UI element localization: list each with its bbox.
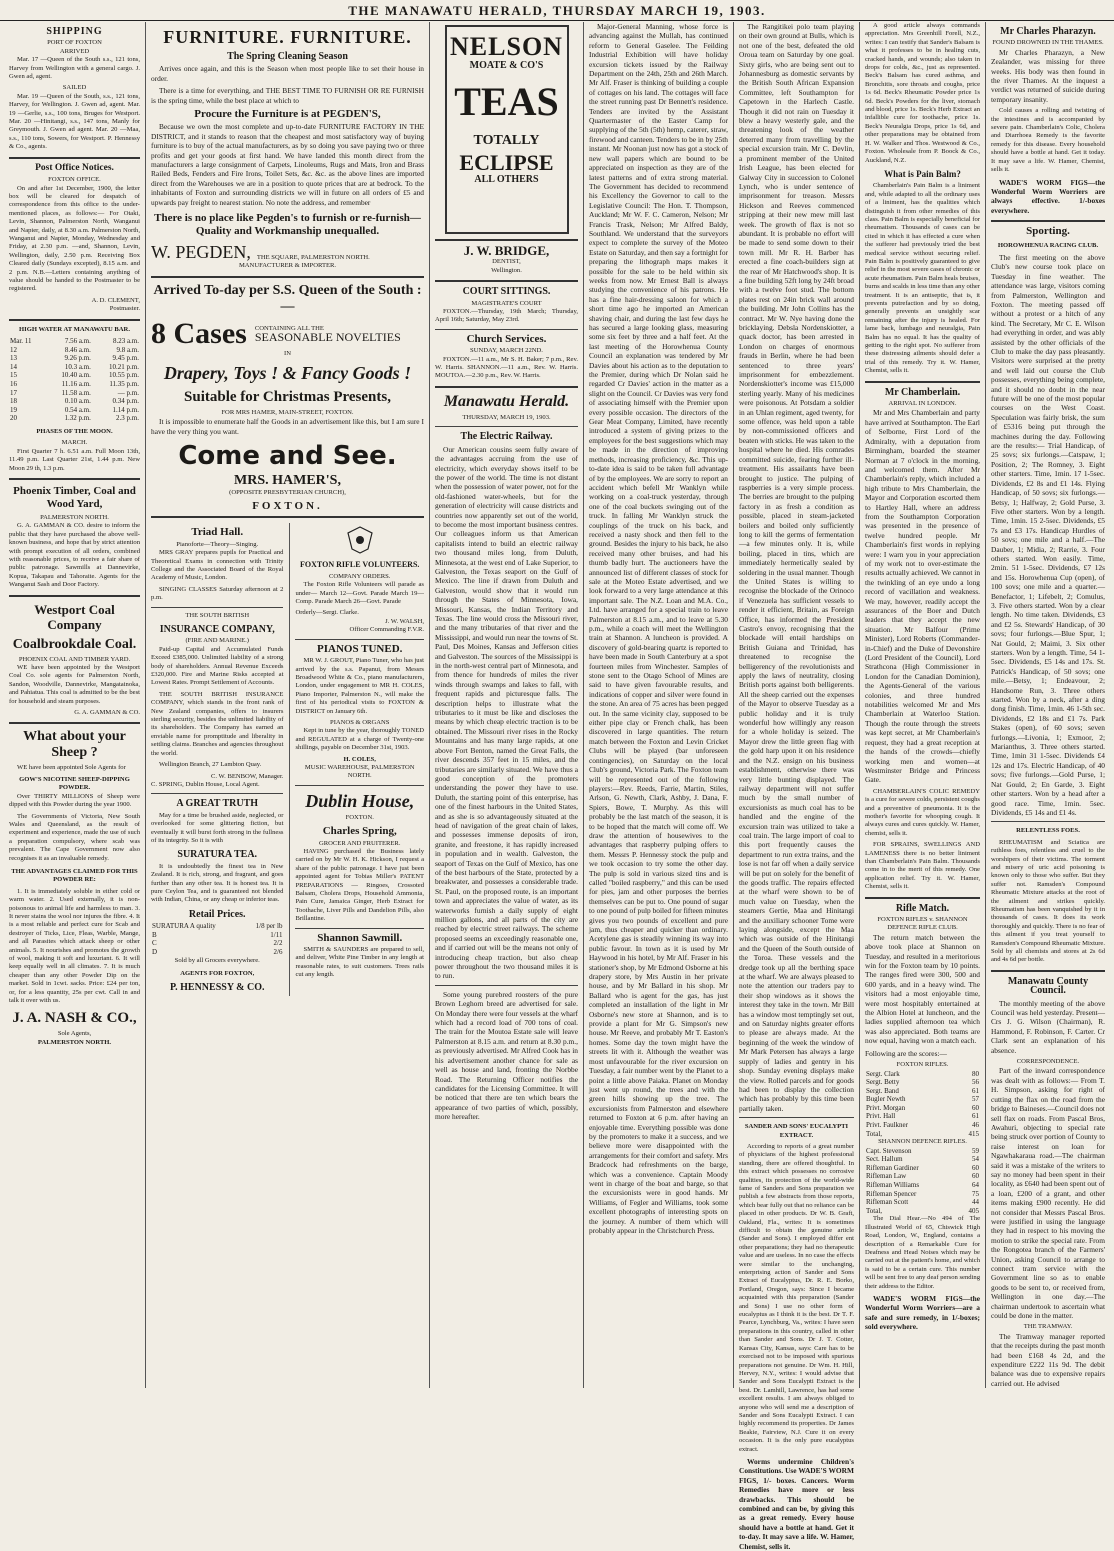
column-1 (4, 22, 146, 1388)
pianos-organs: PIANOS & ORGANS (330, 718, 390, 726)
insurance-text-2: THE SOUTH BRITISH INSURANCE COMPANY, which stands in the front rank of New Zealand companies, offers to insurers sterling security, besides the unlimited liability of its shareholders. The Company has earned an enviable name for promptitude and liberality in settling claims. Branches and agencies throughout the world. (151, 690, 284, 757)
relentless-heading: RELENTLESS FOES. (1016, 827, 1080, 835)
westport-heading: Westport Coal Company (34, 601, 115, 632)
nelson-line-2: MOATE & CO'S (469, 60, 544, 71)
divider (151, 516, 424, 518)
chamberlain-sub: ARRIVAL IN LONDON. (888, 400, 957, 408)
court-heading: COURT SITTINGS. (462, 286, 551, 298)
tide-row (9, 380, 140, 389)
pharazyn-heading: Mr Charles Pharazyn. (1000, 26, 1096, 37)
post-office-heading: Post Office Notices. (35, 162, 114, 173)
page-columns (4, 22, 1110, 1551)
court-text: FOXTON.—Thursday, 19th March; Thursday, April 16th; Saturday, May 23rd. (435, 308, 578, 324)
nelson-tea-advert (445, 25, 569, 234)
pain-balm-heading: What is Pain Balm? (884, 168, 961, 179)
cases-containing: CONTAINING ALL THE (254, 324, 324, 332)
nelson-line-4: TOTALLY (473, 133, 540, 149)
retail-row (151, 931, 283, 940)
spring-text: HAVING purchased the Business lately carried on by Mr W. H. K. Hickson, I request a share of the public patronage. I have just been appointed agent for Tobias Miller's PATENT PREPARATIONS — Ringoes, Crossoted Balsam, Cholera Drops, Household Ammonia, Pain Cure, Jamaica Ginger, Herb Extract for Toothache, Liver Pills and Dandelion Pills, also Brillantine. (295, 848, 424, 923)
col4-text: Major-General Manning, whose force is advancing against the Mullah, has continued reform to General Gaselee. The Feilding Industrial Exhibition will have holiday excursion tickets issued by the Railway Department on the 24th, 25th and 26th March. Mr Alf. Fraser is thinking of building a couple of cottages on his land. The cottages will face the street running past Dr Bennett's residence. Tenders are invited by the Assistant Quartermaster of the Easter Camp for supplying of the 5th (5th) hemp, caterer, straw, firewood and canteen. Tenders to be in by 25th instant. Mr Noonan just now has got a stock of new wall papers which are bound to be appreciated on inspection as they are of the latest patterns and of extra strong material. The Government has decided to recommend his Excellency the Governor to call to the Legislative Council: The Hon. T. Thompson, Auckland; Mr W. F. C. Cameron, Nelson; Mr Francis Trask, Nelson; Mr Alfred Baldy, Southland. We understand that the surveyors expect to complete the survey of the Moteo Estate on Saturday, and then say a fortnight for preparing the lithograph maps makes it possible for the sale to be held within six weeks from now. Mr Ernest Ball is always studying the convenience of his patrons. He has a fine hair-dressing saloon for which a short time ago he imported an American shaving chair, and during the last few days he has secured a large looking glass, measuring some six feet by three and a half feet. At the last meeting of the Horowhenua County Council an explanation was tendered by Mr Davies about his action as to the deputation to the Premier, during which Dr Nolan said he regarded Cr Davies' action in the matter as a slight on the Council. Cr Davies was very fond of associating himself with the Premier upon every possible occasion. The directors of the Gear Meat Company, Limited, have recently introduced a system of giving prizes to the employees for the best suggestions which may be made in the direction of improving methods, increasing proficiency, &c. This up-to-date idea is said to be taken full advantage of by the employees. We are sorry to report an accident which befell Mr Wanklyn while working on a coal-truck yesterday, through one of the coal buckets swinging out of the truck. In falling Mr Wanklyn struck the couplings of the truck on his back, and received a nasty shock and then fell to the ground. Besides the injury to his back, he also received many other bruises, and had his thumb badly hurt. The auctioneers have the announced list of different classes of stock for sale at the Moteo Estate advertised, and we look forward to a very large attendance at this important sale. The N.Z. Loan and M.A. Co., Ltd. have arranged for a special train to leave Palmerston at 8.15 a.m., and to leave at 5.30 p.m., while a coach will meet the Wellington train at Shannon. A luncheon is provided. A discovery of gold-bearing quartz is reported to have been made in South Canterbury at a spot fourteen miles from Winchester. Samples of stone sent to the Otago School of Mines are said to have given favourable results, and indications of copper and silver were found in the stone. An area of 75 acres has been pegged out. In the same vicinity clay, supposed to be either pipe clay or French chalk, has been discovered in large quantities. The return match between the Foxton and Levin Cricket Clubs will be played (bar unforeseen contingencies), on Saturday on the local Club's ground, Victoria Park. The Foxton team will be represented out of the following players:—Rev. Reeds, Farrie, Martin, Stiles, Arlson, G. Newth, Clark, Ashby, J. Dana, F. Spiers, Bowe, T. Murphy. As this will probably be the last match of the season, it is to be hoped that the match will come off. We draw the attention of housewives to the advantages that raspberry pulping offers to them. Messrs P. Hennessy stock the pulp and we took occasion to try some the other day. The pulp is sold in various sized tins and is called "boiled raspberry," and this can be used for pies, jam and other purposes the berries themselves can be put to. One pound of sugar to one pound of pulp boiled for fifteen minutes gives you two pounds of excellent and pure jam, thus cheaper and quicker than ordinary. Acetylene gas is steadily winning its way into public favour. In town as it is used by Mr Haywood in his hotel, by Mr Alf. Fraser in his stationer's shop, by Mr Edmond Osborne at his drapery store, by Mrs Austin in her private house, and by Mr Ballard in his shop. Mr Ballard who is agent for the gas, has just completed an installation of the light in Mr Osborne's new store at Shannon, and is to provide a plant for Mr G. Simpson's new house. Mr Reeve, and probably Mr T. Easton's homes. Some day the town might have the streets lit with it. Although the weather was most unfavourable for the river excursion on Tuesday, a fair number went by the Planet to a point a little above Paiaka. Planet on Monday just went up round, the trees and with the green hills showing up the tree. The excursionists from Palmerston and elsewhere returned to Foxton at 6 p.m. after having an enjoyable time. Everything possible was done by the promoters to make it a success, and we believe more were disappointed with the arrangements for their comfort and safety. Mrs Bradcock had refreshments on the barge, which was a convenience. Captain Moody went in charge of the boat and barge, so that the excursionists were in good hands. Mr Williams, of Fegler and Williams, took some excellent photographs of interesting spots on the journey. A number of them which will probably appear in the Christchurch Press. (589, 22, 728, 1235)
retail-row-cell: 1/8 per lb (255, 922, 283, 931)
foxton-score-row-cell: Bugler Newth (866, 1095, 906, 1104)
tide-row-cell: 14 (10, 362, 17, 371)
cases-heading: 8 Cases (151, 316, 247, 350)
divider (151, 276, 424, 278)
racing-heading: HOROWHENUA RACING CLUB. (997, 241, 1099, 249)
shipping-heading: SHIPPING (46, 26, 103, 37)
triad-sub: Pianoforte—Theory—Singing. (176, 540, 259, 548)
triad-heading: Triad Hall. (191, 526, 244, 539)
relentless-text: RHEUMATISM and Sciatica are ruthless foes, relentless and cruel to the worshipers of their victims. The torment and misery of uric acid poisoning is known only to those who suffer. But they suffer not. Ramsden's Compound Rheumatic Mixture attacks at the root of the ailment and strikes quickly. Rheumatism has been vanquished by it in thousands of cases. It does its work thoroughly and quickly. There is no fear of this ailment if you treat yourself to Ramsden's Compound Rheumatic Mixture. Sold by all chemists and stores at 2s 6d and 4s 6d per bottle. (991, 838, 1106, 964)
hamer-name: MRS. HAMER'S, (234, 473, 341, 489)
shannon-score-row-cell: 54 (972, 1155, 979, 1164)
sheep-text-1: WE have been appointed Sole Agents for (17, 764, 126, 772)
pegden-name: W. PEGDEN, (151, 242, 251, 263)
rifle-crest-icon (342, 525, 378, 555)
rifle-match-sub: FOXTON RIFLES v. SHANNON DEFENCE RIFLE CLUB. (877, 916, 968, 932)
column-4 (584, 22, 734, 1388)
foxton-score-row (865, 1112, 980, 1121)
post-office-sub: FOXTON OFFICE. (48, 176, 101, 184)
dublin-heading: Dublin House, (305, 790, 415, 811)
shannon-rifles-table (865, 1147, 980, 1207)
tide-row-cell: 11.58 a.m. (61, 388, 91, 397)
retail-row (151, 922, 283, 931)
foxton-rifles-table (865, 1070, 980, 1130)
tide-row-cell: 12 (10, 345, 17, 354)
spring-role: GROCER AND FRUITERER. (318, 839, 401, 847)
shannon-score-row-cell: Rifleman Law (866, 1172, 907, 1181)
furniture-bold: There is no place like Pegden's to furnish or re-furnish—Quality and Workmanship unequalled. (154, 212, 421, 238)
christmas-for: FOR MRS HAMER, MAIN-STREET, FOXTON. (221, 408, 354, 416)
column-3 (430, 22, 584, 1388)
truth-text: May for a time be brushed aside, neglected, or overlooked for some glittering fiction, but eventually it will burst forth strong in the fullness of its integrity. So it is with (151, 811, 284, 844)
moon-month: MARCH. (61, 439, 88, 447)
divider (9, 319, 140, 321)
foxton-score-row-cell: 80 (972, 1069, 979, 1078)
tide-row-cell: 20 (10, 414, 17, 423)
foxton-score-row-cell: 60 (972, 1103, 979, 1112)
shannon-score-row-cell: 59 (972, 1146, 979, 1155)
retail-sold: Sold by all Grocers everywhere. (174, 956, 260, 964)
spring-name: Charles Spring, (322, 825, 397, 838)
shipping-sailed-label: SAILED (62, 84, 87, 92)
church-text: FOXTON.—11 a.m., Mr S. H. Baker; 7 p.m., Rev. W. Harris. SHANNON.—11 a.m., Rev. W. Harris. MOUTOA.—2.30 p.m., Rev. W. Harris. (435, 355, 578, 380)
insurance-head: THE SOUTH BRITISH (185, 611, 250, 619)
shannon-score-row-cell: Rifleman Gardiner (866, 1163, 919, 1172)
come-and-see: Come and See. (178, 441, 397, 472)
triad-singing: SINGING CLASSES Saturday afternoon at 2 p.m. (151, 585, 284, 602)
foxton-total: 415 (968, 1129, 979, 1138)
sheep-text-2: GOW'S NICOTINE SHEEP-DIPPING POWDER. (19, 775, 130, 792)
divider (991, 970, 1105, 972)
shannon-score-row-cell: Rifleman Spencer (866, 1189, 917, 1198)
foxton-score-row-cell: Privt. Faulkner (866, 1121, 908, 1130)
retail-heading: Retail Prices. (188, 908, 246, 920)
retail-row (151, 939, 283, 948)
shannon-score-row (865, 1147, 980, 1156)
cases-in: IN (284, 349, 291, 357)
divider (435, 386, 578, 388)
insurance-heading: INSURANCE COMPANY, (159, 624, 275, 635)
foxton-score-row-cell: Privt. Hall (866, 1112, 896, 1121)
tramway-heading: THE TRAMWAY. (1023, 1323, 1073, 1331)
column-2-right: FOXTON RIFLE VOLUNTEERS. COMPANY ORDERS. The Foxton Rifle Volunteers will parade as under— March 12—Govt. Parade March 19—Comp. Parade March 26—Govt. Parade Orderly—Sergt. Clarke. J. W. WALSH, Officer Commanding F.V.R. PIANOS TUNED. MR W. J. GROUT, Piano Tuner, who has just arrived by the s.s. Papanui, from Messrs Broadwood White & Co., piano manufacturers, London, under engagement to MR H. COLES, Piano Importer, Palmerston N., will make the first of his periodical visits to FOXTON & DISTRICT on January 6th. PIANOS & ORGANS Kept in tune by the year, thoroughly TONED and REGULATED at a charge of Twenty-one shillings, payable on December 31st, 1903. H. COLES, MUSIC WAREHOUSE, PALMERSTON NORTH. Dublin House, FOXTON. Charles Spring, GROCER AND FRUITERER. HAVING purchased the Business lately carried on by Mr W. H. K. Hickson, I request a share of the public patronage. I have just been appointed agent for Tobias Miller's PATENT PREPARATIONS — Ringoes, Crossoted Balsam, Cholera Drops, Household Ammonia, Pain Cure, Jamaica Ginger, Herb Extract for Toothache, Liver Pills and Dandelion Pills, also Brillantine. Shannon Sawmill. SMITH & SAUNDERS are prepared to sell, and deliver, White Pine Timber in any length at reasonable rates, to suit customers. Trees rails cut any length. (289, 523, 424, 995)
coalbrookdale-text: WE have been appointed by the Westport Coal Co. sole agents for Palmerston North, Sandon, Woodville, Dannevirke, Mangatainoka, and Pahiatua. This coal is admitted to be the best for household and steam purposes. (9, 664, 140, 705)
shannon-score-row (865, 1198, 980, 1207)
post-office-text: On and after 1st December, 1900, the letter box will be cleared for despatch of correspondence from this office to the under-mentioned places, as follows:— For Otaki, Levin, Shannon, Palmerston North, Wanganui and Napier, daily, at 8.30 a.m. Palmerston North, Wanganui and Napier, Monday, Wednesday and Friday, at 2.30 p.m. —and, Shannon, Levin, Wellington, daily, 2.50 p.m. Receiving Box Cleared daily (Sundays excepted), 8.15 a.m. and 2 p.m. N.B.—Letters containing anything of value should be handed to the Postmaster to be registered. (9, 184, 140, 293)
shannon-score-row-cell: Capt. Stevenson (866, 1146, 912, 1155)
furniture-sub: The Spring Cleaning Season (227, 51, 348, 62)
retail-row-cell: D (152, 947, 158, 956)
shannon-score-row-cell: Sect. Hallum (866, 1155, 903, 1164)
shannon-score-row-cell: Rifleman Williams (866, 1181, 920, 1190)
hamer-town: FOXTON. (252, 499, 323, 512)
divider (9, 595, 140, 597)
tide-row (9, 414, 140, 423)
shannon-score-row-cell: Rifleman Scott (866, 1198, 909, 1207)
divider (9, 157, 140, 159)
rifle-match-heading: Rifle Match. (895, 902, 950, 914)
tide-row (9, 337, 140, 346)
foxton-score-row (865, 1087, 980, 1096)
divider (739, 1117, 854, 1118)
retail-table (151, 922, 283, 956)
cold-text: Cold causes a rolling and twisting of the intestines and is accompanied by severe pain. Chamberlain's Colic, Cholera and Diarrhoea Remedy is the favorite remedy for this disease. Every household should have a bottle at hand. Get it today. It may save a life. W. Hamer, Chemist, sells it. (991, 107, 1105, 174)
divider (991, 220, 1105, 222)
chamberlain-heading: Mr Chamberlain. (884, 386, 961, 398)
tide-row-cell: 16 (10, 379, 17, 388)
col6-text: A good article always commands appreciation. Mrs Greenhill Forell, N.Z., writes: I can testify that Sander's Balsam is what it professes to be in healing cuts, cracked hands, and wounds; also taken in drops for colds, &c., just as represented. Beck's Balsam has cured asthma, and Bronchitis, sore throats and coughs, price 1s 6d. Beck's Rheumatic Powder price 1s 6d. Beck's Powders for the liver, stomach and blood, price 1s. Beck's Herb Extract an infallible cure for toothache, price 1s. Beck's Neuralgia Drops, price 1s 6d, and other preparations may be obtained from H. W. Walker and Thos. Westwood & Co., Foxton. Wholesale from P. Boock & Co., Auckland, N.Z. (865, 22, 980, 164)
tramway-text: The Tramway manager reported that the receipts during the past month had been £168 4s 2d, and the expenditure £222 11s 9d. The debit balance was due to expensive repairs carried out. He advised (991, 1331, 1105, 1388)
shannon-score-row-cell: 64 (972, 1181, 979, 1190)
dial-text: The Dial Hear.—No 494 of The Illustrated World of 65, Chiswick High Road, London, W., England, contains a description of a Remarkable Cure for Deafness and Head Noises which may be carried out at the patient's home, and which is said to be a certain cure. This number will be sent free to any deaf person sending their address to the Editor. (865, 1215, 980, 1290)
foxton-score-row-cell: 61 (972, 1086, 979, 1095)
post-office-signature-role: Postmaster. (109, 305, 140, 313)
shannon-rifles-heading: SHANNON DEFENCE RIFLES. (878, 1138, 967, 1146)
insurance-signature: C. W. BENBOW, Manager. (210, 772, 284, 780)
coles-name: H. COLES, (343, 755, 376, 763)
nash-heading: J. A. NASH & CO., (12, 1010, 137, 1027)
retail-row-cell: B (152, 930, 157, 939)
retail-row (151, 948, 283, 957)
shipping-arrivals: Mar. 17 —Queen of the South s.s., 121 tons, Harvey from Wellington with a general cargo. J. Gwen ad, agent. (9, 56, 140, 81)
agents-heading: AGENTS FOR FOXTON, (180, 969, 255, 977)
correspondence-text: Part of the inward correspondence was dealt with as follows:— From T. H. Simpson, asking for right of cutting the flax on the road from the bridge to Baineses.—Council does not sell flax on roads. From Pascal Bros, Awahuri, objecting to special rate being struck over portion of County to raise interest on loan for Ngawhakaraua road.—The chairman said it was a mistake of the writers to say no money had been spent in their locality, as £640 had been spent out of a loan, £200 of a grant, and other items making £900 recently. He did not consider that Messrs Pascal Bros. were justified in using the language they had in respect to his moving the motion to strike the special rate. From the Rongotea branch of the Farmers' Union, asking Council to arrange to connect tram service with the Government line so as to enable goods to be sent to, or received from, Wellington in one day.—The chairman undertook to ascertain what could be done in the matter. (991, 1066, 1105, 1321)
tide-row-cell: 8.23 a.m. (112, 337, 139, 345)
council-heading: Manawatu County Council. (1007, 975, 1089, 997)
retail-row-cell: SURATURA A quality (152, 922, 216, 931)
insurance-sub: (FIRE AND MARINE.) (185, 637, 249, 645)
worms-text: Worms undermine Children's Constitutions. Use WADE'S WORM FIGS, 1/- boxes. Cancers. Worm Remedies have more or less drawbacks. This should be combined and can be, by giving this as a great remedy. Every house should have a bottle at hand. Get it to-day. It may save a life. W. Hamer, Chemist, sells it. (739, 1456, 854, 1551)
foxton-score-row-cell: 56 (972, 1078, 979, 1087)
tide-row-cell: 0.54 a.m. (64, 405, 91, 414)
tide-row-cell: 0.10 a.m. (64, 397, 91, 406)
rifle-following: Following are the scores:— (865, 1048, 947, 1058)
column-6 (860, 22, 986, 1388)
sprains-text: FOR SPRAINS, SWELLINGS AND LAMENESS there is no better liniment than Chamberlain's Pain Balm. Thousands come in to the merit of this remedy. One application relief. Try it. W. Hamer, Chemist, sells it. (865, 841, 980, 891)
shannon-sawmill-heading: Shannon Sawmill. (317, 931, 403, 944)
tide-row-cell: 11.16 a.m. (61, 379, 91, 388)
christmas-heading: Suitable for Christmas Presents, (184, 388, 391, 405)
shannon-score-row (865, 1172, 980, 1181)
agents-name: P. HENNESSY & CO. (169, 982, 265, 994)
shannon-score-row-cell: 60 (972, 1163, 979, 1172)
tide-row-cell: 1.32 p.m. (64, 414, 91, 423)
divider (9, 478, 140, 480)
pegden-sign (151, 242, 424, 262)
foxton-score-row (865, 1104, 980, 1113)
pianos-text-2: Kept in tune by the year, thoroughly TONED and REGULATED at a charge of Twenty-one shillings, payable on December 31st, 1903. (295, 727, 424, 752)
insurance-text: Paid-up Capital and Accumulated Funds Exceed £385,000. Unlimited liability of a strong body of shareholders. Annual Revenue Exceeds £320,000. Fire and Marine Risks accepted at Lowest Rates. Prompt Settlement of Accounts. (151, 645, 284, 687)
foxton-score-row-cell: Privt. Morgan (866, 1103, 906, 1112)
col5-text: The Rangitikei polo team playing on their own ground at Bulls, which is not one of the best, defeated the old Oroua team on Saturday by one goal. Sixty girls, who are being sent out to Johannesburg as domestic servants by the British South African Expansion Committee, left Southampton for Capetown in the Harlech Castle. Though it did not rain on Tuesday it blew a heavy westerly gale, and the threatening look of the weather deterred many from travelling by the special excursion train. Mr C. Devlin, a prominent member of the United Irish League, has been elected for Galway City in succession to Colonel Lynch, who is under sentence of imprisonment for treason. Messrs Hickson and Reeves commenced stripping at their new mew mill last week. The growth of flax is not so abundant. It is probable no effort will be made to send some down to their town mill. Mr R. H. Barber has erected a fine coach-builders sign at the rear of Mr Hatchwood's shop. It is a fine building 52ft long by 24ft broad with a twelve foot stud. The bottom plates rest on 24in brick wall around the building. Mr John Collins has the contract. Mr W. Nye having done the bricklaying. Debsla Nordenskiotter, a quack doctor, has been arrested in London on charges of enormous frauds in Berlin, where he had been sentenced to three years' imprisonment for embezzlement. Nordenskiotter's income was £15,000 sterling yearly. Many of his medicines were poisonous. At Potsdam a soldier in an Uhlan regiment, aged twenty, for some offence, was held upon a table by non-commissioned officers and beaten with sticks. He was taken to the hospital where he died. His comrades committed suicide, fearing further ill-treatment. His assailants have been brought to justice. The pulping of raspberries is a very simple process. The berries are brought to the pulping factory in as fresh a condition as possible, placed in steam-jacketed boilers and boiled only sufficiently long to kill the germs of fermentation—a few minutes only. It is, while boiling, placed in tins, which are immediately hermetically sealed by soldering in the usual manner. Though the United States is willing to recognise the blockade of the Orinoco if Venezuela has sufficient vessels to render it efficient, Britain, as Foreign Office, has informed the President Castro's envoy, recognising that the blockade will entail hardships on British Guiana and Trinidad, has threatened to recognise the belligerency of the revolutionists and apply the laws of neutrality, closing British ports against both belligerents. All the sheep carried out the expenses of the Mayor to observe Tuesday as a public holiday and it is truly wonderful how willingly any reason for a whole holiday is seized. The Mayor drew the little green flag with the gold harp upon it on his residence and the N.Z. ensign on his business establishment, otherwise there was very little bunting displayed. The railway department will not suffer much by the small number of excursionists as much coal has to be handled and the engine of the excursion train was utilized to take a coal train. The large import of coal to this port frequently causes the department to run extra trains, and the lose is not far off when a daily service will be put on solely for the benefit of the goods traffic. The repairs effected at the wharf were shown to be of much value on Tuesday, when the steamers Gertie, Maa and Hinitangi and the auxiliary schooner Tome were laying alongside, except the Maa which was outside of the Hinitangi and the Queen of the South outside of the Toroa. These vessels and the dredge took up all the berthing space at the wharf. We are always pleased to note the attention our traders pay to their shop windows as it shows the interest they take in the town. Mr Bill has a window most temptingly set out, and on Saturday nights greater efforts to please are always made. At the beginning of the week the window of Mr Mark Petersen has always a large supply of ladies and gentry in his shop. Sunday evening displays make the view. Rolled parcels and for goods had been to display the collection which has probably by this time been partially taken. (739, 22, 854, 1113)
coalbrookdale-signature: G. A. GAMMAN & CO. (74, 709, 140, 717)
correspondence-heading: CORRESPONDENCE. (1016, 1058, 1080, 1066)
divider (295, 639, 424, 640)
herald-heading: Manawatu Herald. (443, 392, 570, 410)
divider (865, 381, 980, 383)
nelson-line-3: TEAS (454, 79, 559, 125)
divider (435, 985, 578, 986)
column-5 (734, 22, 860, 1551)
suratura-text: It is undoubtedly the finest tea in New Zealand. It is rich, strong, and fragrant, and goes further than any other tea. It is honest tea. It is pure Ceylon Tea, and is guaranteed not blended with Indian, China, or any cheap or inferior teas. (151, 862, 284, 904)
railway-text-2: Some young purebred roosters of the pure Brown Leghorn breed are advertised for sale. On Monday there were four vessels at the wharf which had a record load of 700 tons of coal. The train for the Moutoa Estate sale will leave Palmerston at 8.15 a.m. and return at 8.30 p.m., as previously advertised. Mr Alfred Cook has in his advertisement another chance for sale as well as house and land, fronting the Norbbe Road. The Returning Officer notifies the candidates for the Licensing Committee. It will be noticed that there are ten which bears the appearance of two parties of which, possibly, more hereafter. (435, 989, 578, 1122)
railway-text: Our American cousins seem fully aware of the advantages accruing from the use of electricity, which everyday shows itself to be the power of the world. The time is not distant when the possession of water power, not for the old-fashioned water-wheels, but for the generation of electricity will cause districts and countries now apparently set out of the world, to become the most important business centres. Our colleagues inform us that American capitalists intend to build an electric railway two thousand miles long, from Duluth, Minnesota, at the west end of Lake Superior, to Galveston, the Texas seaport on the Gulf of Mexico. The line if drawn from Duluth and Galveston, would show that it would run through the States of Minnesota, Iowa, Missouri, Kansas, the Indian Territory and Texas. The line would cross the Missouri river, and the many tributaries of that river and the Mississippi, and would run near the towns of St. Paul, Des Moines, Kansas and Jefferson cities and Galveston. The sources of the Mississippi is in the north-west central part of Minnesota, and from thence for hundreds of miles the river winds through swamps and lakes to fall, with frequent rapids and picturesque falls. The description helps to illustrate what the tributaries to it must be like and discloses the means by which cheap electric traction is to be obtained. The Missouri river rises in the Rocky Mountains and has many large rapids, at one above Fort Benton, named the Great Falls, the river descends 357 feet in 15 miles, and the tributaries are similarly situated. We have thus a good conception of the promoters understanding the power they have to use. Duluth, the starting point of this enterprise, has one of the finest harbours in the United States, and as she is so advantageously situated at the head of navigation of the great chain of lakes, and possesses immense deposits of iron, granite, and freestone, it has rapidly increased in population and in wealth. Galveston, the seaport of Texas on the Gulf of Mexico, has one of the best harbours of the State, protected by a breakwater, and possesses a considerable trade. St. Paul, on the proposed route, is an important town and appreciates the value of water, as its waterworks furnish a daily supply of eight million gallons, and all parts of the city are reached by electric street railways. The scheme proposed seems an exceedingly reasonable one, and if carried out will be the means not only of introducing cheap traction, but also cheap power throughout the two thousand miles it is to run. (435, 444, 578, 981)
chamberlain-text: Mr and Mrs Chamberlain and party have arrived at Southampton. The Earl of Selborne, First Lord of the Admiralty, with a deputation from Birmingham, boarded the steamer Norman at 7 o'clock in the morning, and welcomed them. After Mr Chamberlain's reply, which included a high tribute to Mrs Chamberlain, the Mayor and Corporation escorted them to Hartley Hall, where an address from the Southampton Corporation was presented in the presence of twelve hundred people. Mr Chamberlain's first words in replying were: I warn you in your appreciation of my work not to over-estimate the results actually achieved. We cannot in the twinkling of an eye undo a long record of vacillation and weakness. We may, however, readily accept the assurances of the Boer and Dutch leaders that they accept the new situation. Mr Balfour (Prime Minister), Lord Roberts (Commander-in-Chief) and the Duke of Devonshire (Lord President of the Council), Lord Strathcona (High Commissioner in London for the Canadian Dominion), the Agents-General of the various colonies, and three hundred notabilities welcomed Mr and Mrs Chamberlain at Waterloo Station. Though the route through the streets was kept secret, at Mr Chamberlain's request, they had a great reception at the hands of the crowds—chiefly working men and women—at Westminster Bridge and Princess Gate. (865, 408, 981, 785)
court-sub: MAGISTRATE'S COURT (471, 299, 542, 307)
nash-sub: Sole Agents, (57, 1030, 92, 1038)
coalbrookdale-sub: PHOENIX COAL AND TIMBER YARD. (18, 655, 131, 663)
masthead-title: THE MANAWATU HERALD, THURSDAY MARCH 19, 1903. (348, 3, 766, 18)
tide-row (9, 363, 140, 372)
column-2 (146, 22, 430, 1388)
tide-row-cell: 7.56 a.m. (64, 337, 91, 345)
tide-row (9, 346, 140, 355)
wade-text: WADE'S WORM FIGS—the Wonderful Worm Worriers—are a safe and sure remedy, in 1/-boxes; sold everywhere. (865, 1294, 980, 1332)
column-7 (986, 22, 1110, 1388)
shannon-rifles-total (865, 1207, 980, 1216)
pianos-heading: PIANOS TUNED. (317, 642, 403, 655)
tide-row (9, 397, 140, 406)
shannon-score-row (865, 1181, 980, 1190)
nelson-line-5: ECLIPSE (459, 149, 554, 175)
herald-date: THURSDAY, MARCH 19, 1903. (462, 413, 551, 421)
furniture-heading: FURNITURE. FURNITURE. (163, 27, 412, 47)
tide-row (9, 389, 140, 398)
tide-row-cell: 8.46 a.m. (64, 345, 91, 354)
bridge-role: DENTIST, (492, 258, 521, 266)
church-heading: Church Services. (466, 332, 547, 345)
foxton-rifles-total (865, 1130, 980, 1139)
sheep-advantages-heading: THE ADVANTAGES CLAIMED FOR THIS POWDER RE: (11, 867, 138, 884)
furniture-text-2: There is a time for everything, and THE BEST TIME TO FURNISH OR RE FURNISH is the spring time, while the best place at which to (151, 86, 424, 105)
coalbrookdale-heading: Coalbrookdale Coal. (12, 636, 137, 652)
retail-row-cell: 2/6 (273, 947, 283, 956)
foxton-score-row-cell: 46 (972, 1121, 979, 1130)
retail-row-cell: C (152, 939, 157, 948)
insurance-wellington: Wellington Branch, 27 Lambton Quay. (159, 761, 262, 769)
tide-row-cell: 15 (10, 371, 17, 380)
divider (435, 329, 578, 330)
dublin-town: FOXTON. (345, 813, 374, 821)
pegden-address: THE SQUARE, PALMERSTON NORTH. (256, 253, 370, 261)
column-2-left (151, 523, 283, 995)
divider (991, 821, 1105, 822)
sheep-text-4: The Governments of Victoria, New South Wales and Queensland, as the result of experiment and experience, made the use of such a preparation compulsory, where scab was prevalent. The Cape Government now also recognises it as an invaluable remedy. (9, 812, 140, 862)
sporting-heading: Sporting. (1026, 225, 1070, 238)
divider (295, 785, 424, 786)
foxton-score-row (865, 1078, 980, 1087)
bridge-name: J. W. BRIDGE, (463, 243, 550, 258)
tide-row-cell: 17 (10, 388, 17, 397)
foxton-score-row-cell: Sergt. Band (866, 1086, 899, 1095)
foxton-score-row-cell: 57 (972, 1095, 979, 1104)
tide-row-cell: 1.14 p.m. (112, 405, 139, 414)
retail-row-cell: 1/11 (270, 930, 283, 939)
tide-row-cell: 9.26 p.m. (64, 354, 91, 363)
tide-row-cell: 2.3 p.m. (116, 414, 139, 423)
shannon-score-row (865, 1155, 980, 1164)
nelson-line-6: ALL OTHERS (474, 174, 539, 186)
phoenix-sub: PALMERSTON NORTH. (40, 513, 109, 521)
tide-row-cell: 0.34 p.m. (112, 397, 139, 406)
retail-row-cell: 2/2 (273, 939, 283, 948)
foxton-score-row-cell: Sergt. Clark (866, 1069, 900, 1078)
sander-heading: SANDER AND SONS' EUCALYPTI EXTRACT. (744, 1123, 849, 1139)
tide-row-cell: 18 (10, 397, 17, 406)
nelson-line-1: NELSON (450, 32, 563, 61)
racing-text: The first meeting on the above Club's new course took place on Tuesday in fine weather. The attendance was large, visitors coming from Palmerston, Wellington and Foxton. The meeting passed off without a protest or a hitch of any kind. The Secretary, Mr C. E. Wilson had everything in order, and was ably assisted by the other officials of the Club to make the day pass pleasantly. Visitors were surprised at the pretty and well laid out course the Club possesses, everything being complete, and it should no doubt in the near future will be one of the most popular courses on the West Coast. Speculation was fairly brisk, the sum of £5316 being put through the machines during the day. Following are the results:— Trial Handicap, of 25 sovs; six furlongs.—Catspaw, 1; Position, 2; The Romney, 3. Eight other starters. Time, 1min. 17 1-5sec. Dividends, £2 8s and £1 14s. Flying Handicap, of 50 sovs; six furlongs.—Betsy, 1; Halfway, 2; Gold Purse, 3. Five other starters. Won by a length. Time, 1min. 15 2-5sec. Dividends, £5 7s and £3 17s. Handicap Hurdles of 50 sovs; one mile and a half.—The Dauber, 1; Midia, 2; Rarrie, 3. Four others started. Won easily. Time, 2min. 51 1-5sec. Dividends, £7 12s and 15s. Horowhenua Cup (open), of 100 sovs; one mile and a quarter.—Benefactor, 1; Lifebelt, 2; Comulus, 3. Five others started. Won by a clear length. No time taken. Dividends, £3 and £2 5s. Stewards' Handicap, of 30 sovs; four furlongs.—Blue Spur, 1; Nat Gould, 2; Maimi, 3. Six other starters. Won by a length. Time, 54 1-5sec. Dividends, £5 14s and 17s. St. Patrick's Handicap, of 50 sovs; one mile.—Betsy, 1; Endeavour, 2; Handsome Run, 3. Three others started. Won by a neck, after a ding dong finish. Time, 1min. 46 1-5th sec. Dividends, £2 18s and £1 7s. Park Stakes (open), of 60 sovs; seven furlongs.—Livonia, 1; Exmoor, 2; Marianthus, 3. Three others started. Time, 1min 31 1-5sec. Dividends £4 12s and 17s. Electric Handicap, of 40 sovs; five furlongs.—Gold Purse, 1; Nat Gould, 2; En Garde, 3. Eight other starters. Won by a head after a good race. Time, 1min. 5sec. Dividends, £5 14s and £1 4s. (991, 252, 1105, 817)
sheep-heading: What about your Sheep ? (23, 729, 126, 761)
shannon-total: 405 (968, 1206, 979, 1215)
pegden-role: MANUFACTURER & IMPORTER. (238, 262, 337, 270)
foxton-score-row (865, 1095, 980, 1104)
post-office-signature: A. D. CLEMENT, (91, 296, 140, 304)
tide-row-cell: 11.35 p.m. (109, 379, 139, 388)
foxton-score-row-cell: Sergt. Betty (866, 1078, 900, 1087)
tide-row-cell: 13 (10, 354, 17, 363)
shipping-arrived-label: ARRIVED (59, 47, 90, 55)
railway-heading: The Electric Railway. (460, 431, 553, 443)
wade-text-2: WADE'S WORM FIGS—the Wonderful Worm Worriers are always effective. 1/-boxes everywhere. (991, 177, 1105, 215)
tide-row-cell: Mar. 11 (10, 337, 32, 345)
chamberlain-colic: CHAMBERLAIN'S COLIC REMEDY is a cure for severe colds, persistent coughs and a preventive of pneumonia. It is the mother's favorite for whooping cough. It always cures and cures quickly. W. Hamer, chemist, sells it. (865, 787, 980, 837)
arrived-heading: Arrived To-day per S.S. Queen of the South :— (153, 282, 422, 314)
divider (435, 280, 578, 282)
sheep-advantages: 1. It is immediately soluble in either cold or warm water. 2. Used externally, it is non-poisonous to animal life and harmless to man. 3. It never stains the wool nor injures the fibre. 4. It is a most reliable and perfect cure for Scab and destroyer of Ticks, Lice, Fleas, Warble, Mange, and all Parasites which attack sheep or other animals. 5. It nourishes and promotes the growth of wool, making it soft and luxuriant. 6. It will keep equally well in all climates. 7. It is much cheaper than any other Powder Dip on the market. Sold in 1cwt. sacks. Price: £24 per ton, or, for a less quantity, 25s per cwt. Call in and talk it over with us. (9, 887, 140, 1005)
column-2-lower (151, 523, 424, 995)
cases-block (151, 318, 424, 350)
shannon-sawmill-text: SMITH & SAUNDERS are prepared to sell, and deliver, White Pine Timber in any length at reasonable rates, to suit customers. Trees rails cut any length. (295, 946, 424, 979)
shannon-score-row-cell: 75 (972, 1189, 979, 1198)
pharazyn-text: Mr Charles Pharazyn, a New Zealander, was missing for three weeks. His body was then found in the river Thames. At the inquest a verdict was returned of suicide during temporary insanity. (991, 47, 1105, 104)
foxton-score-row (865, 1070, 980, 1079)
phoenix-text: G. A. GAMMAN & CO. desire to inform the public that they have purchased the above well-known business, and hope that by strict attention with prompt execution of all orders, combined with reasonable prices, to receive a fair share of public patronage. Sawmills at Dannevirke, Kopua, Takapau and Tahoraite. Agents for the Wanganui Sash and Door Factory. (9, 522, 140, 589)
shannon-score-row-cell: 60 (972, 1172, 979, 1181)
cases-seasonable: SEASONABLE NOVELTIES (254, 330, 401, 344)
insurance-agent: C. SPRING, Dublin House, Local Agent. (151, 780, 260, 788)
sander-text: According to reports of a great number of physicians of the highest professional standing, there are offered thoughtful. In this extract which possesses no corrosive qualities, its protection of the world-wide fame of Sanders and Sons preparation we publish a few abstracts from those reports, which bear fully out that no reliance can be placed in other products. Dr W. B. Graft, Oakland, Fla., writes: It is sometimes difficult to obtain the genuine article (Sander and Sons). I employed differ ent other preparations; they had no therapeutic value and are useless. In no case the effects were similar to the unchanging, enterprising action of Sander and Sons Extract of Eucalyptus, Dr. R. E. Borko, Portland, Oregon, says: Since I became acquainted with this preparation (Sander and Sons) I use no other form of eucalyptus as I think it is the best. Dr T. F. Pearce, Lynchburg, Va., writes: I have seen preparations in this country, called in other than Sander and Sons. Dr J. T. Cotter, Kansas City, Kansas, says: Care has to be exercised not to be imposed with spurious preparations not genuine. Dr Wm. H. Hill, Hervey, N.Y., writes: I would advise that Sander and Sons Eucalypti Extract is the best. Dr. Lamhill, Lawrence, has had some excellent results. I am always obliged to anyone who will send me a description of Sander and Sons Eucalypti Extract. I can highly recommend its properties. Dr James Beakie, Fairview, N.J. Cure it on every occasion. It is the only pure eucalyptus extract. (739, 1142, 854, 1453)
coles-address: MUSIC WAREHOUSE, PALMERSTON NORTH. (304, 763, 415, 780)
foxton-rifles-heading: FOXTON RIFLES. (896, 1061, 949, 1069)
foxton-score-row (865, 1121, 980, 1130)
suratura-heading: SURATURA TEA. (177, 849, 258, 861)
total-label: Total, (866, 1129, 883, 1138)
moon-text: First Quarter 7 h. 6.51 a.m. Full Moon 13th, 11.49 p.m. Last Quarter 21st, 1.44 p.m. New Moon 29 th, 1.3 p.m. (9, 447, 140, 472)
shannon-score-row (865, 1164, 980, 1173)
bridge-town: Wellington. (491, 266, 522, 274)
drapery-heading: Drapery, Toys ! & Fancy Goods ! (163, 362, 412, 383)
tide-heading: HIGH WATER AT MANAWATU BAR. (19, 325, 130, 333)
shipping-sailings: Mar. 19 —Queen of the South, s.s., 121 tons, Harvey, for Wellington. J. Gwen ad, agent. Mar. 19 —Gerlie, s.s., 100 tons, Bruges for Westport. Mar. 20 —Hinitangi, s.s., 147 tons, Manly for Greymouth. J. Gwen ad agent. Mar. 20 —Maa, s.s., 110 tons, Sowers, for Westport. P. Hennessy & Co., agents. (9, 92, 140, 151)
tide-row-cell: 10.40 a.m. (61, 371, 91, 380)
tide-row-cell: — p.m. (117, 388, 139, 397)
tide-row-cell: 10.3 a.m. (64, 362, 91, 371)
tide-row (9, 371, 140, 380)
divider (295, 928, 424, 929)
furniture-text-1: Arrives once again, and this is the Season when most people like to set their house in order. (151, 64, 424, 83)
shipping-port: PORT OF FOXTON (47, 39, 102, 47)
pharazyn-sub: FOUND DROWNED IN THE THAMES. (992, 39, 1104, 47)
divider (151, 607, 283, 608)
tide-row-cell: 9.45 p.m. (112, 354, 139, 363)
foxton-score-row-cell: 61 (972, 1112, 979, 1121)
shannon-score-row-cell: 44 (972, 1198, 979, 1207)
tide-row (9, 354, 140, 363)
divider (9, 722, 140, 724)
total-label: Total, (866, 1206, 883, 1215)
council-text: The monthly meeting of the above Council was held yesterday. Present—Crs J. G. Wilson (Chairman), R. Hammond, F. Robinson, F. Carter. Cr Clark sent an explanation of his absence. (991, 998, 1105, 1055)
hamer-address: (OPPOSITE PRESBYTERIAN CHURCH), (229, 488, 346, 496)
tide-row-cell: 9.8 a.m. (116, 345, 139, 354)
church-date: SUNDAY, MARCH 22ND. (470, 347, 543, 355)
tide-table (9, 337, 140, 423)
moon-heading: PHASES OF THE MOON. (36, 427, 113, 435)
divider (435, 239, 578, 241)
truth-heading: A GREAT TRUTH (176, 798, 259, 810)
tide-row-cell: 19 (10, 405, 17, 414)
divider (435, 426, 578, 427)
divider (151, 793, 283, 794)
triad-text: MRS GRAY prepares pupils for Practical and Theoretical Exams in connection with Trinity College and the Associated Board of the Royal Academy of Music, London. (151, 549, 284, 582)
nash-location: PALMERSTON NORTH. (37, 1038, 112, 1046)
shannon-score-row (865, 1190, 980, 1199)
tide-row-cell: 10.21 p.m. (109, 362, 139, 371)
rifle-match-text: The return match between the above took place at Shannon on Tuesday, and resulted in a meritorious win for the Foxton team by 10 points. The ranges fired were 300, 500 and 600 yards, and in a heavy wind. The visitors had a most enjoyable time, were most hospitably entertained at the Albion Hotel at luncheon, and the ladies supplied afternoon tea which was also appreciated. Both teams are now equal, having won a match each. (865, 932, 980, 1046)
phoenix-heading: Phoenix Timber, Coal and Wood Yard, (13, 484, 136, 510)
impossible-text: It is impossible to enumerate half the Goods in an advertisement like this, but I am sure I have the very thing you want. (151, 417, 424, 436)
pain-balm-text: Chamberlain's Pain Balm is a liniment and, while adapted to all the ordinary uses of a liniment, has the qualities which distinguish it from other remedies of this class. Pain Balm is especially beneficial for rheumatism. Thousands of cases can be cited in which it has effected a cure when the sufferer had previously tried the best medical service without securing relief. Pain Balm is positively guaranteed to give relief in the most severe cases of chronic or acute rheumatism. Pain Balm heals bruises, burns and scalds in less time than any other treatment. It is an antiseptic, that is, it prevents putrefaction and by so doing, generally prevents an unsightly scar remaining after the injury is healed. For lame back, lumbago and neuralgia, Pain Balm has no equal. It has the quality of getting to the right spot. No sufferer from these distressing ailments should defer a trial of this remedy. Try it. W. Hamer, Chemist, sells it. (865, 182, 980, 375)
masthead (0, 0, 1114, 21)
tide-row (9, 406, 140, 415)
tide-row-cell: 10.55 p.m. (109, 371, 139, 380)
divider (865, 897, 980, 899)
sheep-text-3: Over THIRTY MILLIONS of Sheep were dipped with this Powder during the year 1900. (9, 792, 140, 809)
furniture-text-3: Because we own the most complete and up-to-date FURNITURE FACTORY IN THE DISTRICT, and it stands to reason that the cheapest and most satisfactory way of buying furniture is to buy of the actual manufacturers, as by so doing you save paying two or three profits and get your goods at first hand. We have landed this month direct from the manufacturers a large consignment of Carpets, Linoleums, Rugs and Mats, Iron and Brass Railed Beds, Fenders and Fire Irons, Toilet Sets, &c. &c. as the above lines are imported direct from the Warehouses we are in a position to quote prices that are at bedrock. To the inhabitants of Foxton and surrounding districts we will in future on all orders of £5 and upwards pay freight to nearest station. No note the address, and remember (151, 122, 424, 207)
pianos-text: MR W. J. GROUT, Piano Tuner, who has just arrived by the s.s. Papanui, from Messrs Broadwood White & Co., piano manufacturers, London, under engagement to MR H. COLES, Piano Importer, Palmerston N., will make the first of his periodical visits to FOXTON & DISTRICT on January 6th. (295, 657, 424, 715)
furniture-procure: Procure the Furniture is at PEGDEN'S, (194, 108, 381, 121)
